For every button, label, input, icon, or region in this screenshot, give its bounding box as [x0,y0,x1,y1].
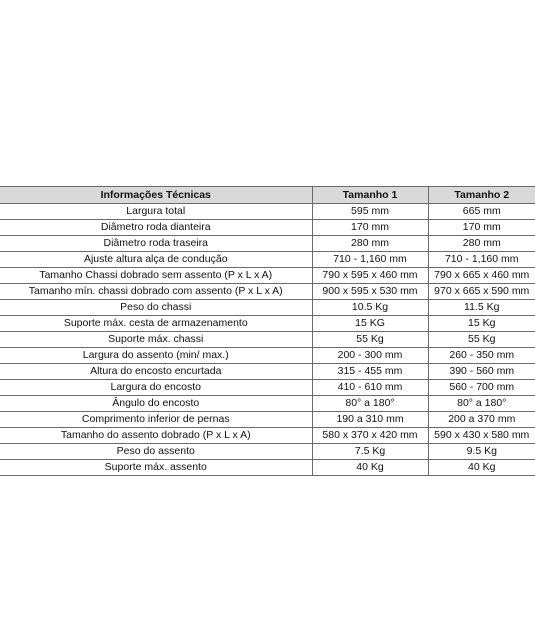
spec-label-cell: Largura total [0,204,312,220]
column-header-size-2: Tamanho 2 [428,187,535,204]
spec-label-cell: Ângulo do encosto [0,396,312,412]
size-1-value-cell: 280 mm [312,236,428,252]
spec-label-cell: Largura do encosto [0,380,312,396]
size-1-value-cell: 15 KG [312,316,428,332]
size-2-value-cell: 200 a 370 mm [428,412,535,428]
table-body [0,204,535,476]
spec-label-cell: Ajuste altura alça de condução [0,252,312,268]
table-row [0,268,535,284]
table-row [0,444,535,460]
size-2-value-cell: 170 mm [428,220,535,236]
table-row [0,220,535,236]
spec-sheet [0,186,535,476]
size-1-value-cell: 190 a 310 mm [312,412,428,428]
size-2-value-cell: 80° a 180° [428,396,535,412]
size-2-value-cell: 665 mm [428,204,535,220]
size-1-value-cell: 170 mm [312,220,428,236]
spec-label-cell: Suporte máx. cesta de armazenamento [0,316,312,332]
size-1-value-cell: 10.5 Kg [312,300,428,316]
size-2-value-cell: 970 x 665 x 590 mm [428,284,535,300]
size-1-value-cell: 595 mm [312,204,428,220]
table-row [0,460,535,476]
table-row [0,348,535,364]
spec-label-cell: Tamanho mín. chassi dobrado com assento (P x L x A) [0,284,312,300]
table-row [0,428,535,444]
table-row [0,396,535,412]
size-1-value-cell: 580 x 370 x 420 mm [312,428,428,444]
size-2-value-cell: 790 x 665 x 460 mm [428,268,535,284]
size-2-value-cell: 11.5 Kg [428,300,535,316]
size-1-value-cell: 7.5 Kg [312,444,428,460]
size-1-value-cell: 55 Kg [312,332,428,348]
size-1-value-cell: 200 - 300 mm [312,348,428,364]
table-row [0,204,535,220]
spec-label-cell: Tamanho do assento dobrado (P x L x A) [0,428,312,444]
table-row [0,236,535,252]
size-1-value-cell: 900 x 595 x 530 mm [312,284,428,300]
size-2-value-cell: 40 Kg [428,460,535,476]
table-row [0,284,535,300]
table-row [0,332,535,348]
size-2-value-cell: 710 - 1,160 mm [428,252,535,268]
spec-label-cell: Peso do assento [0,444,312,460]
size-2-value-cell: 15 Kg [428,316,535,332]
size-2-value-cell: 280 mm [428,236,535,252]
table-row [0,412,535,428]
size-2-value-cell: 55 Kg [428,332,535,348]
table-row [0,252,535,268]
spec-label-cell: Peso do chassi [0,300,312,316]
size-1-value-cell: 40 Kg [312,460,428,476]
size-1-value-cell: 710 - 1,160 mm [312,252,428,268]
spec-label-cell: Altura do encosto encurtada [0,364,312,380]
spec-label-cell: Largura do assento (min/ max.) [0,348,312,364]
spec-label-cell: Suporte máx. assento [0,460,312,476]
table-row [0,364,535,380]
spec-label-cell: Tamanho Chassi dobrado sem assento (P x L x A) [0,268,312,284]
size-2-value-cell: 9.5 Kg [428,444,535,460]
table-row [0,380,535,396]
table-header-row [0,187,535,204]
size-2-value-cell: 260 - 350 mm [428,348,535,364]
size-1-value-cell: 410 - 610 mm [312,380,428,396]
spec-label-cell: Diâmetro roda traseira [0,236,312,252]
column-header-info: Informações Técnicas [0,187,312,204]
spec-table [0,186,535,476]
size-1-value-cell: 80° a 180° [312,396,428,412]
size-2-value-cell: 390 - 560 mm [428,364,535,380]
table-row [0,316,535,332]
spec-label-cell: Diâmetro roda dianteira [0,220,312,236]
size-2-value-cell: 560 - 700 mm [428,380,535,396]
spec-label-cell: Suporte máx. chassi [0,332,312,348]
size-1-value-cell: 790 x 595 x 460 mm [312,268,428,284]
spec-label-cell: Comprimento inferior de pernas [0,412,312,428]
table-row [0,300,535,316]
size-1-value-cell: 315 - 455 mm [312,364,428,380]
size-2-value-cell: 590 x 430 x 580 mm [428,428,535,444]
column-header-size-1: Tamanho 1 [312,187,428,204]
